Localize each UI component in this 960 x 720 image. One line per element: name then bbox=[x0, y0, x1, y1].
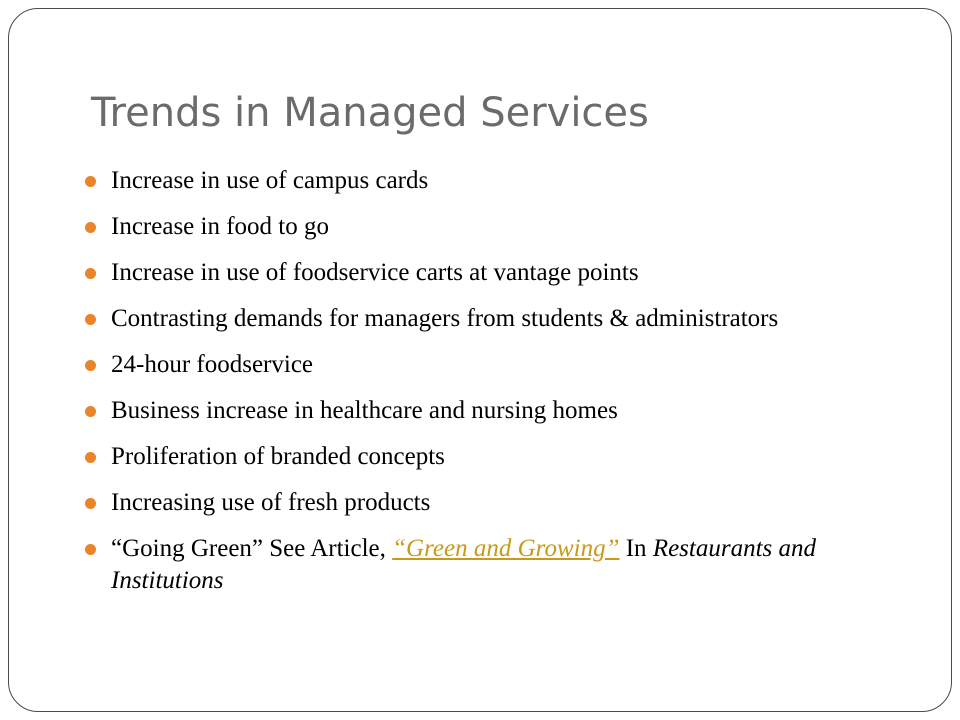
list-item bbox=[83, 257, 923, 289]
list-item bbox=[83, 211, 923, 243]
bullet-text: Increase in food to go bbox=[111, 213, 329, 240]
bullet-dot-icon bbox=[85, 176, 96, 187]
bullet-text: Proliferation of branded concepts bbox=[111, 443, 445, 470]
bullet-text: Contrasting demands for managers from students & administrators bbox=[111, 305, 779, 332]
list-item bbox=[83, 441, 923, 473]
list-item-going-green bbox=[83, 533, 923, 597]
bullet-dot-icon bbox=[85, 360, 96, 371]
slide-title: Trends in Managed Services bbox=[91, 90, 649, 136]
list-item bbox=[83, 487, 923, 519]
bullet-text: Business increase in healthcare and nursing homes bbox=[111, 397, 618, 424]
slide-frame bbox=[8, 8, 952, 712]
going-green-mid-text: In bbox=[625, 535, 647, 562]
bullet-list bbox=[83, 165, 923, 611]
list-item bbox=[83, 395, 923, 427]
bullet-dot-icon bbox=[85, 314, 96, 325]
list-item bbox=[83, 349, 923, 381]
bullet-text: Increase in use of campus cards bbox=[111, 167, 429, 194]
bullet-dot-icon bbox=[85, 406, 96, 417]
bullet-dot-icon bbox=[85, 452, 96, 463]
bullet-dot-icon bbox=[85, 498, 96, 509]
article-link-green-and-growing[interactable]: “Green and Growing” bbox=[392, 535, 620, 562]
bullet-text: Increase in use of foodservice carts at vantage points bbox=[111, 259, 639, 286]
bullet-text: Increasing use of fresh products bbox=[111, 489, 431, 516]
list-item bbox=[83, 165, 923, 197]
bullet-dot-icon bbox=[85, 544, 96, 555]
bullet-text: 24-hour foodservice bbox=[111, 351, 314, 378]
bullet-dot-icon bbox=[85, 222, 96, 233]
going-green-lead-text: “Going Green” See Article, bbox=[111, 535, 386, 562]
list-item bbox=[83, 303, 923, 335]
publication-name: Restaurants and Institutions bbox=[111, 535, 817, 594]
bullet-dot-icon bbox=[85, 268, 96, 279]
